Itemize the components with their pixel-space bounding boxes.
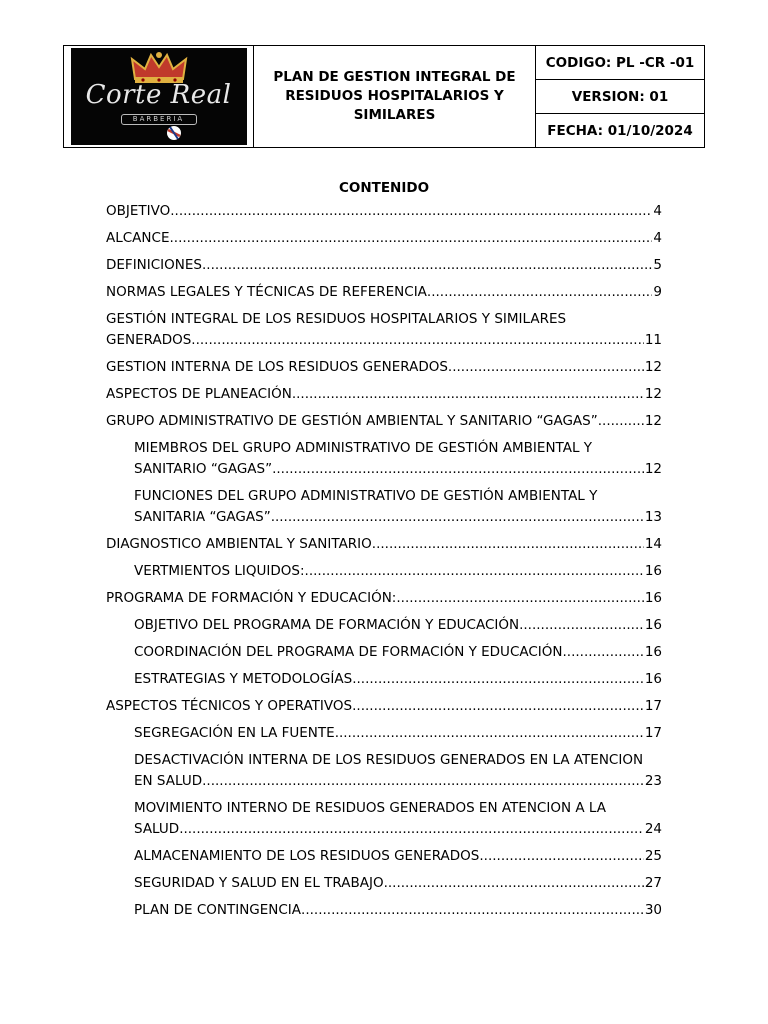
toc-leader-dots [169, 228, 652, 249]
document-code: CODIGO: PL -CR -01 [536, 46, 704, 80]
toc-page-number: 9 [653, 284, 662, 300]
corte-real-logo [71, 48, 247, 145]
toc-leader-dots [202, 771, 644, 792]
toc-leader-dots [563, 642, 644, 663]
toc-entry[interactable] [106, 228, 662, 249]
toc-entry[interactable] [106, 309, 662, 351]
toc-entry-title: ASPECTOS TÉCNICOS Y OPERATIVOS [106, 698, 353, 714]
toc-page-number: 30 [644, 902, 662, 918]
toc-entry-title: OBJETIVO [106, 203, 171, 219]
toc-entry[interactable] [106, 357, 662, 378]
toc-page-number: 17 [644, 698, 662, 714]
toc-leader-dots [598, 411, 644, 432]
toc-entry[interactable] [106, 588, 662, 609]
toc-entry-title: GRUPO ADMINISTRATIVO DE GESTIÓN AMBIENTAL Y SANITARIO “GAGAS” [106, 413, 598, 429]
toc-leader-dots [202, 255, 652, 276]
toc-page-number: 16 [644, 644, 662, 660]
toc-entry-title: NORMAS LEGALES Y TÉCNICAS DE REFERENCIA [106, 284, 427, 300]
toc-leader-dots [448, 357, 644, 378]
toc-page-number: 27 [644, 875, 662, 891]
toc-entry[interactable] [106, 201, 662, 222]
toc-entry-title-line: MOVIMIENTO INTERNO DE RESIDUOS GENERADOS EN ATENCION A LA [134, 800, 606, 816]
toc-entry-title: DIAGNOSTICO AMBIENTAL Y SANITARIO [106, 536, 372, 552]
document-meta [536, 46, 704, 147]
toc-page-number: 12 [644, 413, 662, 429]
toc-entry-title: PLAN DE CONTINGENCIA [134, 902, 302, 918]
toc-entry-title: SEGREGACIÓN EN LA FUENTE [134, 725, 335, 741]
toc-leader-dots [352, 696, 644, 717]
toc-leader-dots [372, 534, 644, 555]
toc-entry[interactable] [106, 384, 662, 405]
toc-entry[interactable] [134, 486, 662, 528]
toc-entry[interactable] [134, 615, 662, 636]
toc-page-number: 23 [644, 773, 662, 789]
barber-pole-icon [165, 125, 183, 141]
toc-leader-dots [519, 615, 644, 636]
toc-leader-dots [272, 459, 644, 480]
toc-page-number: 13 [644, 509, 662, 525]
toc-page-number: 25 [644, 848, 662, 864]
toc-entry[interactable] [134, 723, 662, 744]
toc-leader-dots [191, 330, 644, 351]
toc-leader-dots [271, 507, 644, 528]
toc-entry[interactable] [134, 561, 662, 582]
toc-page-number: 12 [644, 461, 662, 477]
toc-entry-title-line: FUNCIONES DEL GRUPO ADMINISTRATIVO DE GESTIÓN AMBIENTAL Y [134, 488, 598, 504]
toc-entry-title: GESTION INTERNA DE LOS RESIDUOS GENERADOS [106, 359, 448, 375]
toc-entry[interactable] [134, 642, 662, 663]
toc-entry[interactable] [106, 534, 662, 555]
toc-entry[interactable] [134, 900, 662, 921]
toc-heading: CONTENIDO [338, 180, 430, 196]
toc-entry-title: ALCANCE [106, 230, 170, 246]
toc-entry[interactable] [134, 669, 662, 690]
toc-entry[interactable] [134, 798, 662, 840]
toc-page-number: 24 [644, 821, 662, 837]
toc-entry-title: VERTMIENTOS LIQUIDOS: [134, 563, 305, 579]
toc-entry-title: ALMACENAMIENTO DE LOS RESIDUOS GENERADOS [134, 848, 480, 864]
toc-entry[interactable] [106, 282, 662, 303]
toc-entry[interactable] [134, 846, 662, 867]
toc-entry-title-line: MIEMBROS DEL GRUPO ADMINISTRATIVO DE GESTIÓN AMBIENTAL Y [134, 440, 593, 456]
table-of-contents [106, 201, 662, 927]
toc-leader-dots [384, 873, 644, 894]
toc-entry-title: SANITARIA “GAGAS” [134, 509, 271, 525]
logo-cell [64, 46, 254, 147]
toc-leader-dots [427, 282, 652, 303]
toc-entry[interactable] [134, 873, 662, 894]
toc-entry-title-line: DESACTIVACIÓN INTERNA DE LOS RESIDUOS GENERADOS EN LA ATENCION [134, 752, 644, 768]
toc-leader-dots [479, 846, 643, 867]
toc-entry-title: EN SALUD [134, 773, 203, 789]
toc-page-number: 4 [653, 230, 662, 246]
toc-entry[interactable] [134, 438, 662, 480]
toc-entry-title: SALUD [134, 821, 180, 837]
toc-page-number: 5 [653, 257, 662, 273]
toc-page-number: 16 [644, 590, 662, 606]
toc-leader-dots [292, 384, 644, 405]
document-header [63, 45, 705, 148]
toc-leader-dots [301, 900, 644, 921]
toc-entry-title: SEGURIDAD Y SALUD EN EL TRABAJO [134, 875, 384, 891]
toc-leader-dots [352, 669, 644, 690]
document-title: PLAN DE GESTION INTEGRAL DE RESIDUOS HOSPITALARIOS Y SIMILARES [254, 46, 536, 147]
logo-tagline: BARBERIA [121, 114, 197, 125]
document-date: FECHA: 01/10/2024 [547, 122, 693, 139]
toc-entry-title: GENERADOS [106, 332, 192, 348]
toc-entry-title: SANITARIO “GAGAS” [134, 461, 273, 477]
document-version: VERSION: 01 [536, 80, 704, 114]
toc-entry[interactable] [134, 750, 662, 792]
toc-entry[interactable] [106, 696, 662, 717]
toc-page-number: 14 [644, 536, 662, 552]
toc-entry-title: COORDINACIÓN DEL PROGRAMA DE FORMACIÓN Y EDUCACIÓN [134, 644, 563, 660]
toc-entry-title: PROGRAMA DE FORMACIÓN Y EDUCACIÓN: [106, 590, 397, 606]
toc-entry-title-line: GESTIÓN INTEGRAL DE LOS RESIDUOS HOSPITALARIOS Y SIMILARES [106, 311, 567, 327]
toc-entry-title: DEFINICIONES [106, 257, 202, 273]
toc-page-number: 16 [644, 671, 662, 687]
toc-leader-dots [179, 819, 644, 840]
toc-entry[interactable] [106, 411, 662, 432]
toc-page-number: 11 [644, 332, 662, 348]
toc-page-number: 4 [653, 203, 662, 219]
toc-entry-title: OBJETIVO DEL PROGRAMA DE FORMACIÓN Y EDUCACIÓN [134, 617, 520, 633]
toc-page-number: 12 [644, 386, 662, 402]
toc-page-number: 16 [644, 617, 662, 633]
toc-page-number: 16 [644, 563, 662, 579]
toc-page-number: 12 [644, 359, 662, 375]
toc-entry[interactable] [106, 255, 662, 276]
toc-leader-dots [396, 588, 643, 609]
toc-leader-dots [305, 561, 644, 582]
toc-leader-dots [335, 723, 644, 744]
toc-leader-dots [170, 201, 652, 222]
toc-page-number: 17 [644, 725, 662, 741]
toc-entry-title: ESTRATEGIAS Y METODOLOGÍAS [134, 671, 353, 687]
toc-entry-title: ASPECTOS DE PLANEACIÓN [106, 386, 292, 402]
logo-brand-text: Corte Real [85, 80, 232, 110]
